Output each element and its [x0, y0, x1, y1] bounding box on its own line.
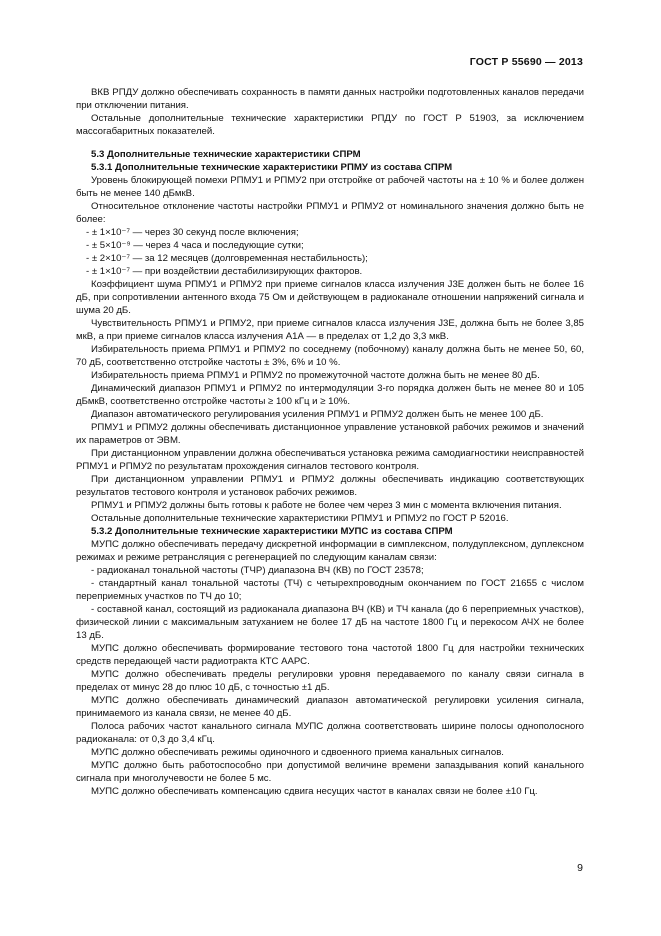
paragraph: При дистанционном управлении должна обеспечиваться установка режима самодиагностики неисправностей РПМУ1 и РПМУ2 по результатам прохождения сигналов тестового контроля.: [76, 448, 584, 472]
paragraph: Остальные дополнительные технические характеристики РПДУ по ГОСТ Р 51903, за исключением массогабаритных показателей.: [76, 113, 584, 137]
paragraph: Полоса рабочих частот канального сигнала МУПС должна соответствовать ширине полосы однополосного радиоканала: от 0,3 до 3,4 кГц.: [76, 721, 584, 745]
paragraph: Избирательность приема РПМУ1 и РПМУ2 по соседнему (побочному) каналу должна быть не менее 50, 60, 70 дБ, соответственно отстройке частоты ± 3%, 6% и 10 %.: [76, 344, 584, 368]
paragraph: МУПС должно обеспечивать режимы одиночного и сдвоенного приема канальных сигналов.: [91, 747, 504, 758]
paragraph: Избирательность приема РПМУ1 и РПМУ2 по промежуточной частоте должна быть не менее 80 дБ.: [91, 370, 540, 381]
list-item: - ± 1×10⁻⁷ — через 30 секунд после включения;: [86, 227, 299, 238]
paragraph: МУПС должно обеспечивать пределы регулировки уровня передаваемого по каналу связи сигнала в пределах от минус 28 до плюс 10 дБ, с точностью ±1 дБ.: [76, 669, 584, 693]
list-item: - составной канал, состоящий из радиоканала диапазона ВЧ (КВ) и ТЧ канала (до 6 переприемных участков), физической линии с максимальным затуханием не более 17 дБ на частоте 1800 Гц и перекосом АЧХ не более 13 дБ.: [76, 604, 584, 641]
paragraph: РПМУ1 и РПМУ2 должны обеспечивать дистанционное управление установкой рабочих режимов и значений их параметров от ЭВМ.: [76, 422, 584, 446]
paragraph: МУПС должно обеспечивать компенсацию сдвига несущих частот в каналах связи не более ±10 Гц.: [91, 786, 538, 797]
paragraph: ВКВ РПДУ должно обеспечивать сохранность в памяти данных настройки подготовленных каналов передачи при отключении питания.: [76, 87, 584, 111]
subsection-heading: 5.3.1 Дополнительные технические характеристики РПМУ из состава СПРМ: [91, 162, 453, 173]
paragraph: Уровень блокирующей помехи РПМУ1 и РПМУ2 при отстройке от рабочей частоты на ± 10 % и более должен быть не менее 140 дБмкВ.: [76, 175, 584, 199]
document-header: ГОСТ Р 55690 — 2013: [469, 56, 583, 68]
paragraph: Относительное отклонение частоты настройки РПМУ1 и РПМУ2 от номинального значения должно быть не более:: [76, 201, 584, 225]
spacer: [76, 138, 584, 148]
paragraph: Остальные дополнительные технические характеристики РПМУ1 и РПМУ2 по ГОСТ Р 52016.: [91, 513, 509, 524]
list-item: - стандартный канал тональной частоты (ТЧ) с четырехпроводным окончанием по ГОСТ 21655 с числом переприемных участков по ТЧ до 10;: [76, 578, 584, 602]
paragraph: Динамический диапазон РПМУ1 и РПМУ2 по интермодуляции 3-го порядка должен быть не менее 80 и 105 дБмкВ, соответственно отстройке частоты ≥ 100 кГц и ≥ 10%.: [76, 383, 584, 407]
list-item: - ± 2×10⁻⁷ — за 12 месяцев (долговременная нестабильность);: [86, 253, 368, 264]
paragraph: Чувствительность РПМУ1 и РПМУ2, при приеме сигналов класса излучения J3E, должна быть не более 3,85 мкВ, а при приеме сигналов класса излучения А1А — в пределах от 1,2 до 3,3 мкВ.: [76, 318, 584, 342]
paragraph: Диапазон автоматического регулирования усиления РПМУ1 и РПМУ2 должен быть не менее 100 дБ.: [91, 409, 544, 420]
paragraph: При дистанционном управлении РПМУ1 и РПМУ2 должны обеспечивать индикацию соответствующих результатов тестового контроля и установок рабочих режимов.: [76, 474, 584, 498]
paragraph: РПМУ1 и РПМУ2 должны быть готовы к работе не более чем через 3 мин с момента включения питания.: [91, 500, 562, 511]
document-body: [76, 86, 584, 798]
paragraph: МУПС должно быть работоспособно при допустимой величине времени запаздывания копий канального сигнала при многолучевости не более 5 мс.: [76, 760, 584, 784]
list-item: - ± 1×10⁻⁷ — при воздействии дестабилизирующих факторов.: [86, 266, 363, 277]
section-heading: 5.3 Дополнительные технические характеристики СПРМ: [91, 149, 361, 160]
paragraph: МУПС должно обеспечивать динамический диапазон автоматической регулировки усиления сигнала, принимаемого из канала связи, не менее 40 дБ.: [76, 695, 584, 719]
list-item: - радиоканал тональной частоты (ТЧР) диапазона ВЧ (КВ) по ГОСТ 23578;: [91, 565, 424, 576]
paragraph: МУПС должно обеспечивать передачу дискретной информации в симплексном, полудуплексном, дуплексном режимах и режиме ретрансляция с регенерацией по следующим каналам связи:: [76, 539, 584, 563]
subsection-heading: 5.3.2 Дополнительные технические характеристики МУПС из состава СПРМ: [91, 526, 453, 537]
list-item: - ± 5×10⁻⁹ — через 4 часа и последующие сутки;: [86, 240, 304, 251]
page-number: 9: [577, 862, 583, 874]
paragraph: МУПС должно обеспечивать формирование тестового тона частотой 1800 Гц для настройки технических средств передающей части радиотракта КТС ААРС.: [76, 643, 584, 667]
paragraph: Коэффициент шума РПМУ1 и РПМУ2 при приеме сигналов класса излучения J3E должен быть не более 16 дБ, при сопротивлении антенного входа 75 Ом и действующем в радиоканале отношении напряжений сигнала и шума 20 дБ.: [76, 279, 584, 316]
